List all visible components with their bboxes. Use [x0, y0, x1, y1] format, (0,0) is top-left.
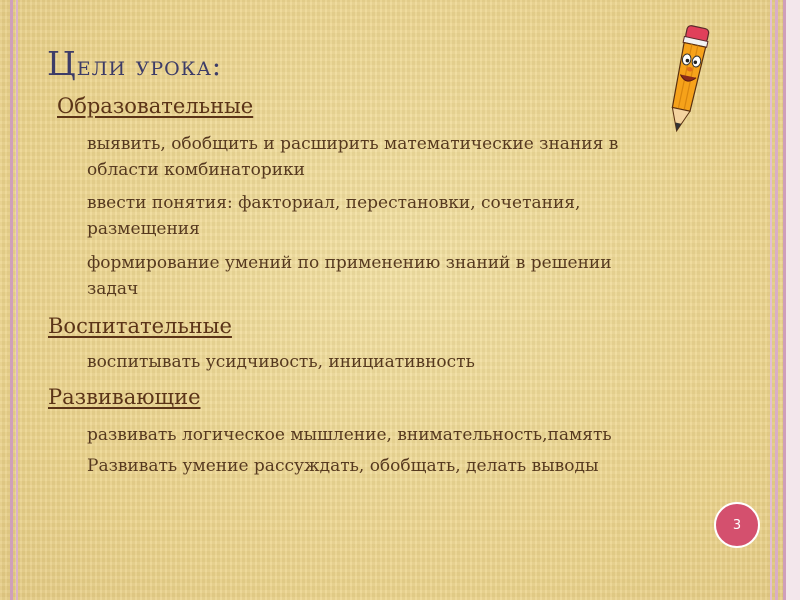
right-stripe-inner [775, 0, 778, 600]
list-item: формирование умений по применению знаний в решении задач [87, 253, 612, 299]
slide-title [47, 44, 222, 83]
pencil-character-icon [662, 22, 712, 140]
section-heading-educational: Образовательные [57, 94, 254, 118]
right-stripe-thin [770, 0, 772, 600]
right-stripe [783, 0, 786, 600]
list-item: развивать логическое мышление, внимательность,память [87, 425, 612, 445]
slide-title-rest: ели урока: [76, 51, 222, 82]
section-heading-developmental: Развивающие [48, 385, 201, 409]
list-item: ввести понятия: факториал, перестановки, сочетания, размещения [87, 193, 581, 239]
left-stripe-thin [16, 0, 18, 600]
slide-title-initial: Ц [47, 44, 77, 83]
list-item: воспитывать усидчивость, инициативность [87, 352, 475, 372]
list-item: выявить, обобщить и расширить математические знания в области комбинаторики [87, 134, 619, 180]
list-item: Развивать умение рассуждать, обобщать, делать выводы [87, 456, 599, 476]
section-heading-upbringing: Воспитательные [48, 314, 232, 338]
left-stripe [10, 0, 13, 600]
right-margin-band [786, 0, 800, 600]
page-number-badge: 3 [714, 502, 760, 548]
